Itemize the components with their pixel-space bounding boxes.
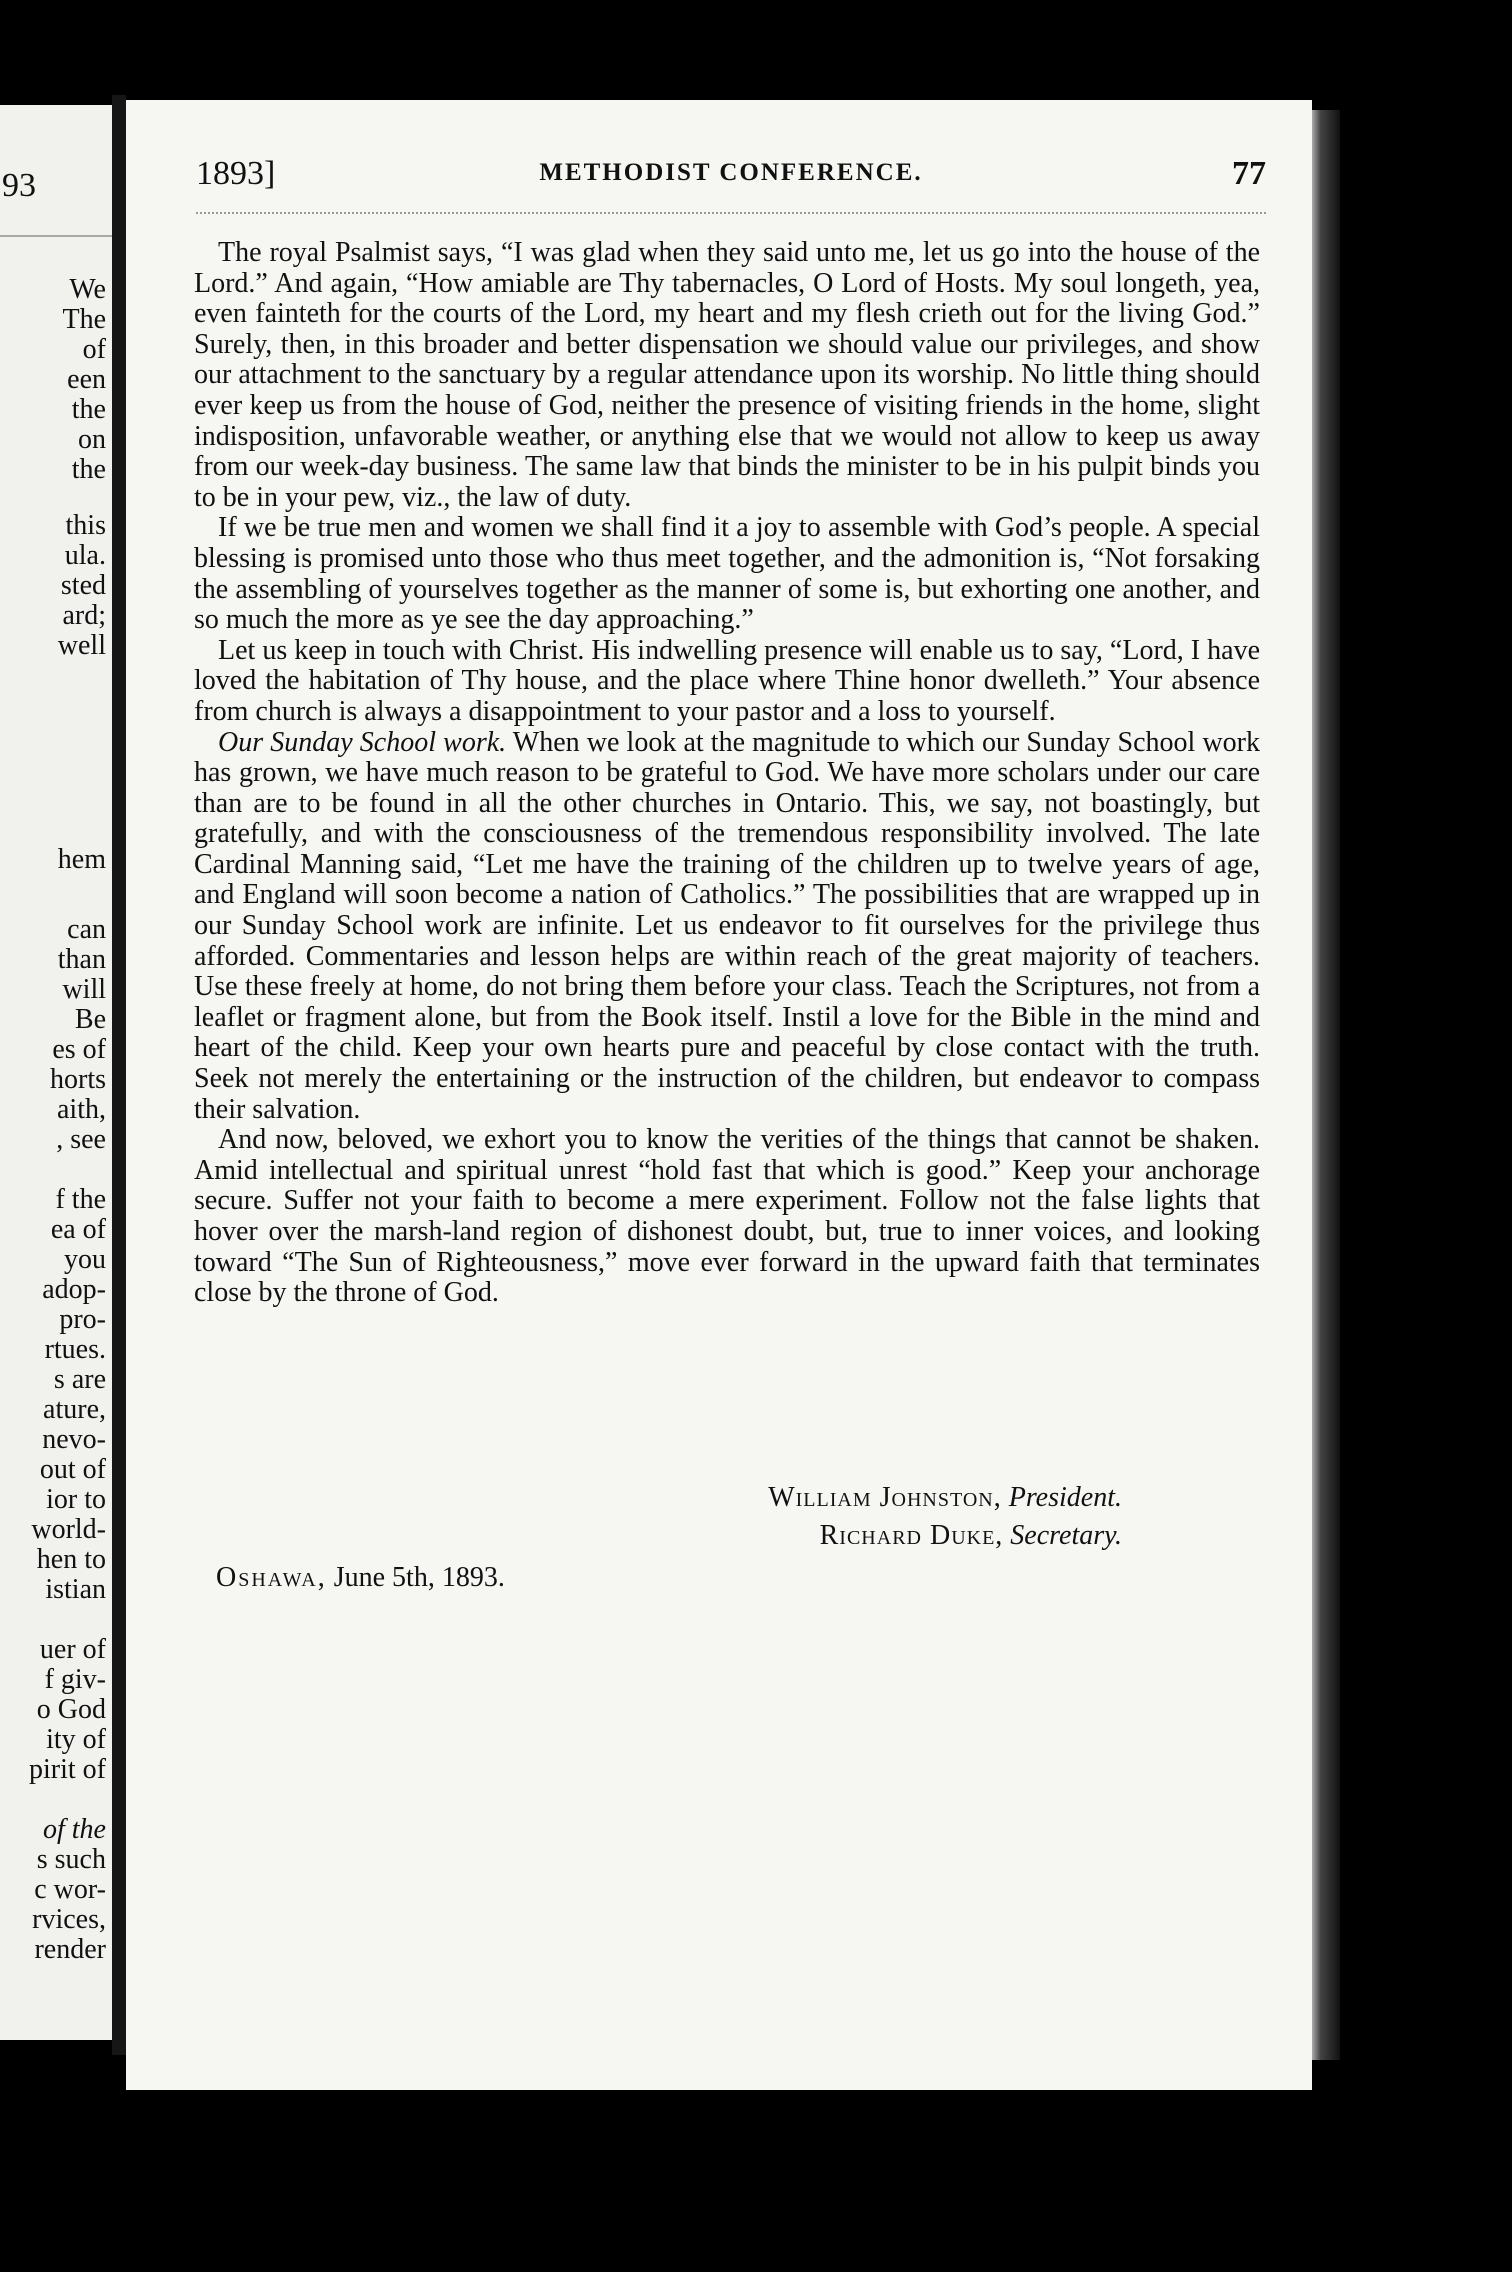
paragraph-assembly: If we be true men and women we shall find it a joy to assemble with God’s people. A special blessing is promised unto those who thus meet together, and the admonition is, “Not forsaking the assembling of yourselves together as the manner of some is, but exhorting one another, and so much the more as ye see the day approaching.” [194, 512, 1260, 636]
left-page-fragment: will [62, 974, 106, 1005]
body-text [194, 238, 1260, 1309]
left-page-fragment: o God [36, 1694, 106, 1725]
left-page-fragment: render [34, 1934, 106, 1965]
page-gutter [112, 95, 126, 2055]
left-page-fragment: ior to [46, 1484, 106, 1515]
left-page-fragment: hen to [36, 1544, 106, 1575]
left-page-fragment: the [71, 394, 106, 425]
left-page-number: 93 [2, 167, 36, 204]
left-page-fragment: Be [74, 1004, 106, 1035]
left-page-fragment: pro- [59, 1304, 106, 1335]
dateline [216, 1562, 505, 1594]
dateline-place: Oshawa, [216, 1562, 327, 1593]
left-page-fragment: hem [57, 844, 106, 875]
paragraph-worship: The royal Psalmist says, “I was glad when they said unto me, let us go into the house of the Lord.” And again, “How amiable are Thy tabernacles, O Lord of Hosts. My soul longeth, yea, even fainteth for the courts of the Lord, my heart and my flesh crieth out for the living God.” Surely, then, in this broader and better dispensation we should value our privileges, and show our attachment to the sanctuary by a regular attendance upon its worship. No little thing should ever keep us from the house of God, neither the presence of visiting friends in the home, slight indisposition, unfavorable weather, or anything else that we would not allow to keep us away from our week-day business. The same law that binds the minister to be in his pulpit binds you to be in your pew, viz., the law of duty. [194, 237, 1260, 513]
sunday-school-text: When we look at the magnitude to which our Sunday School work has grown, we have much reason to be grateful to God. We have more scholars under our care than are to be found in all the other churches in Ontario. This, we say, not boastingly, but gratefully, and with the consciousness of the tremendous responsibility involved. The late Cardinal Manning said, “Let me have the training of the children up to twelve years of age, and England will soon become a nation of Catholics.” The possibilities that are wrapped up in our Sunday School work are infinite. Let us endeavor to fit ourselves for the privilege thus afforded. Commentaries and lesson helps are within reach of the great majority of teachers. Use these freely at home, do not bring them before your class. Teach the Scriptures, not from a leaflet or fragment alone, but from the Book itself. Instil a love for the Bible in the mind and heart of the child. Keep your own hearts pure and peaceful by close contact with the truth. Seek not merely the entertaining or the instruction of the children, but endeavor to compass their salvation. [194, 726, 1260, 1125]
left-page-fragment: ula. [64, 540, 106, 571]
left-page-fragment: sted [60, 570, 106, 601]
left-page-fragment: can [67, 914, 106, 945]
left-page-fragment: f the [55, 1184, 106, 1215]
left-page-fragment: ea of [50, 1214, 106, 1245]
paragraph-sunday-school [194, 728, 1260, 1126]
left-page-fragment: this [65, 510, 106, 541]
dateline-date: June 5th, 1893. [333, 1562, 505, 1593]
left-page-fragment: The [62, 304, 106, 335]
president-signature [768, 1482, 1122, 1514]
left-page-fragment: world- [31, 1514, 106, 1545]
left-page-fragment: horts [50, 1064, 106, 1095]
president-name: William Johnston, [768, 1482, 1002, 1513]
left-page-fragment: rvices, [32, 1904, 106, 1935]
left-page-fragment: the [71, 454, 106, 485]
left-page-fragment: rtues. [44, 1334, 106, 1365]
left-page-fragment: out of [39, 1454, 106, 1485]
left-page-fragment: pirit of [29, 1754, 106, 1785]
left-page-fragment: We [69, 274, 106, 305]
main-page [126, 100, 1312, 2090]
left-page-fragment: of [82, 334, 106, 365]
page-edge [1312, 110, 1340, 2060]
header-year: 1893] [196, 155, 276, 192]
secretary-name: Richard Duke, [819, 1520, 1004, 1551]
secretary-signature [820, 1520, 1122, 1552]
running-header [196, 155, 1266, 205]
president-role: President. [1008, 1482, 1122, 1513]
left-page-fragment: than [57, 944, 106, 975]
left-page-fragment: nevo- [42, 1424, 106, 1455]
left-page-fragment: ature, [43, 1394, 106, 1425]
left-page-fragment: ity of [46, 1724, 106, 1755]
left-page-fragment: istian [45, 1574, 106, 1605]
left-page-fragment: you [64, 1244, 106, 1275]
left-page-fragment: on [78, 424, 106, 455]
paragraph-exhortation: And now, beloved, we exhort you to know the verities of the things that cannot be shaken. Amid intellectual and spiritual unrest “hold fast that which is good.” Keep your anchorage secure. Suffer not your faith to become a mere experiment. Follow not the false lights that hover over the marsh-land region of dishonest doubt, but, true to inner voices, and looking toward “The Sun of Righteousness,” move ever forward in the upward faith that terminates close by the throne of God. [194, 1124, 1260, 1309]
left-page-fragment: aith, [57, 1094, 106, 1125]
header-page-number: 77 [1232, 155, 1266, 192]
left-page-fragment: ard; [62, 600, 106, 631]
left-page-fragment: es of [52, 1034, 106, 1065]
left-page-fragment: adop- [42, 1274, 106, 1305]
paragraph-christ: Let us keep in touch with Christ. His indwelling presence will enable us to say, “Lord, I have loved the habitation of Thy house, and the place where Thine honor dwelleth.” Your absence from church is always a disappointment to your pastor and a loss to yourself. [194, 634, 1260, 727]
left-page-fragment: well [57, 630, 106, 661]
left-page-fragment: uer of [39, 1634, 106, 1665]
left-page-fragment: of the [43, 1814, 106, 1845]
left-page-fragment: , see [56, 1124, 106, 1155]
sunday-school-heading: Our Sunday School work. [218, 726, 507, 758]
left-facing-page [0, 105, 112, 2040]
secretary-role: Secretary. [1010, 1520, 1122, 1551]
left-page-fragment: een [67, 364, 106, 395]
header-rule [196, 212, 1266, 214]
left-page-fragment: s such [36, 1844, 106, 1875]
left-page-fragment: s are [53, 1364, 106, 1395]
left-page-fragment: f giv- [44, 1664, 106, 1695]
left-page-fragment: c wor- [34, 1874, 106, 1905]
header-title: METHODIST CONFERENCE. [539, 159, 923, 186]
left-page-rule [0, 235, 112, 237]
